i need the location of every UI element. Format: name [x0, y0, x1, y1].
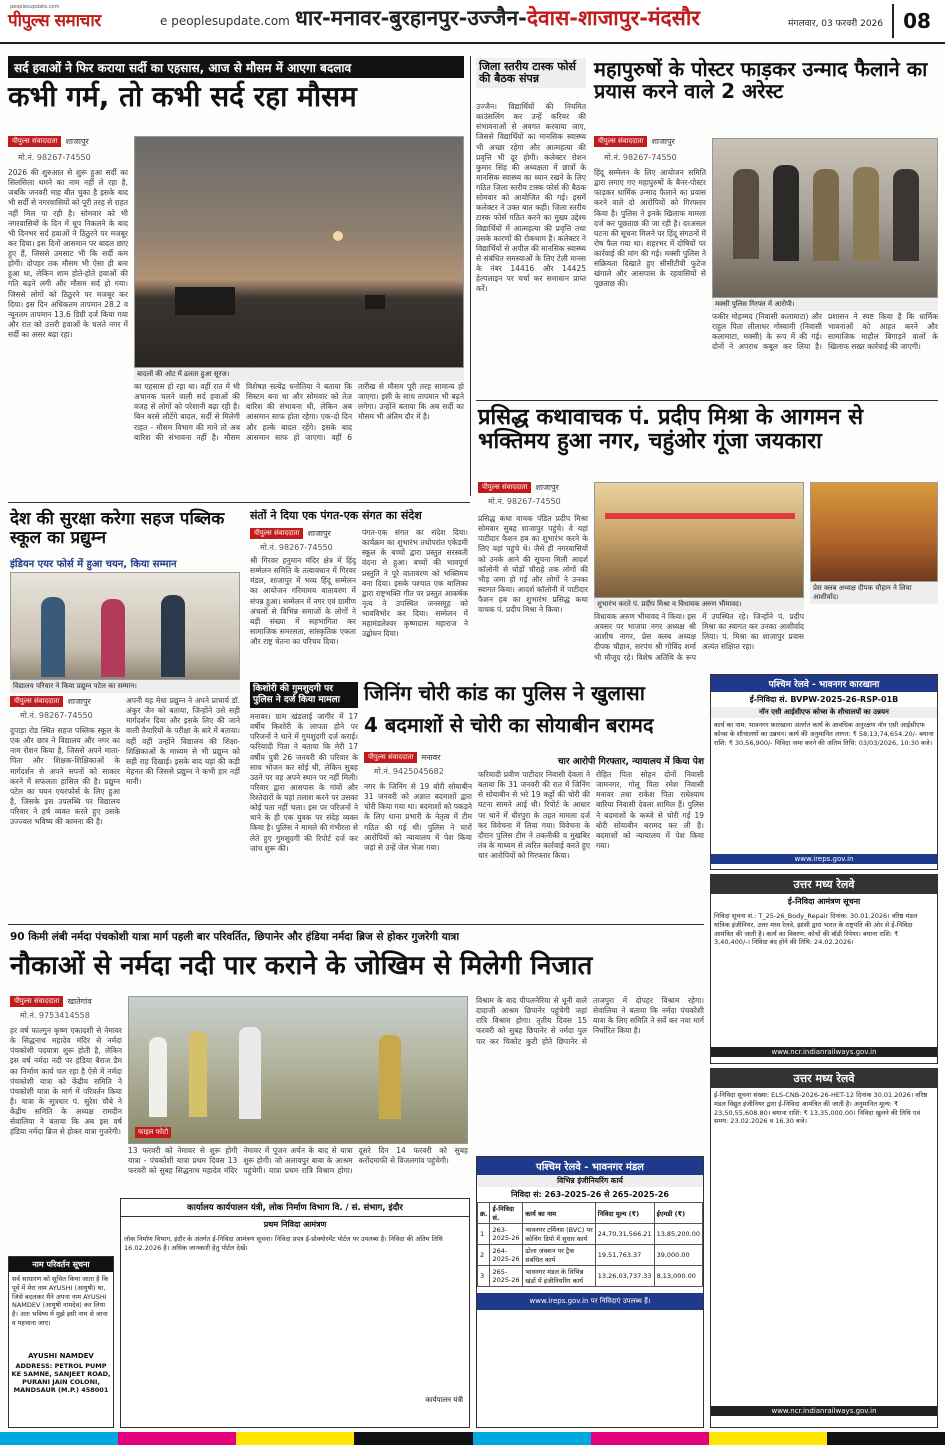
region-banner [295, 4, 700, 32]
story9-body-cont: 13 फरवरी को नेमावर से शुरू होगी यात्रा - पंचकोशी यात्रा प्रथम दिवस 13 फरवरी को सुबह सिद्धनाथ महादेव मंदिर नेमावर में पूजन अर्चन के बाद से यात्रा शुरू होगी। जो अलावपुर बाबा के आश्रम पहुंचेगी। यात्रा प्रथम रात्रि विश्राम होगा। दूसरे दिन 14 फरवरी को सुबह करोंदमाफी से विजलगांव पहुंचेगी। [128, 1146, 468, 1176]
region-cities-b: देवास-शाजापुर-मंदसौर [526, 6, 700, 30]
ad-ncr2-title: उत्तर मध्य रेलवे [711, 1069, 937, 1088]
byline-name: पीपुल्स संवाददाता [8, 136, 61, 147]
byline-name: पीपुल्स संवाददाता [364, 752, 417, 763]
page-header [0, 0, 945, 44]
section-divider [8, 924, 704, 925]
ad-bvp-subtitle: नॉन एसी आईसीएफ कोच्स के शौचालयों का उन्नयन [711, 707, 937, 718]
table-cell: भावनगर मंडल के विभिन्न खंडों में इंजीनियरिंग कार्य [523, 1266, 596, 1287]
table-cell: 8,13,000.00 [654, 1266, 702, 1287]
byline-place: शाजापुर [651, 137, 675, 146]
story1-body: 2026 की शुरुआत से शुरू हुआ सर्दी का सिलसिला थमने का नाम नहीं ले रहा है, जबकि जनवरी माह बीत चुका है इसके बाद भी सर्दी से नगरवासियों को पूरी तरह से राहत नहीं मिल पा रही है। सोमवार को भी नगरवासियों के दिन में धूप निकलने के बाद भी दिनभर सर्द हवाओं ने ठिठुरने पर मजबूर कर दिया। इस दिनों आसमान पर बादल छाए हुए हैं, जिससे उमसाट भी कि सर्दी कम होगी। दोपहर तक मौसम भी ऐसा ही बना हुआ था, लेकिन शाम होते-होते हवाओं की गति बढ़ने लगी और मौसम सर्द हो गया। जिससे लोगों को ठिठुरने पर मजबूर कर दिया। इस दिन अधिकतम तापमान 28.2 व न्यूनतम तापमान 13.6 डिग्री दर्ज किया गया और रात को उत्तरी हवाओं के चलते नगर में सर्दी का असर बढ़ा रहा। [8, 168, 128, 339]
color-swatch [0, 1432, 118, 1445]
table-cell: 264-2025-26 [490, 1245, 523, 1266]
table-cell: 13,85,200.00 [654, 1224, 702, 1245]
table-cell: भावनगर टर्मिनस (BVC) पर कोचिंग डिपो में सुधार कार्य [523, 1224, 596, 1245]
byline-name: पीपुल्स संवाददाता [250, 528, 303, 539]
section-divider [8, 502, 470, 503]
story4-headline: प्रसिद्ध कथावाचक पं. प्रदीप मिश्रा के आगमन से भक्तिमय हुआ नगर, चहुंओर गूंजा जयकारा [478, 405, 864, 455]
ad-ncr1-subtitle: ई-निविदा आमंत्रण सूचना [787, 897, 861, 906]
story5-photo [10, 572, 240, 680]
story8-body-cont2: रोहित पिता सोहन दोनों निवासी जामनगर, गोलू पिता रमेश निवासी मनावर तथा राकेश पिता राधेश्याम बारिया निवासी देवला शामिल हैं। पुलिस ने बदमाशों के कब्जे से चोरी गई 19 बोरी सोयाबीन बरामद कर ली है। बदमाशों को न्यायालय में पेश किया गया। [596, 770, 704, 850]
print-color-bar [0, 1432, 945, 1445]
story3-headline: महापुरुषों के पोस्टर फाड़कर उन्माद फैलाने का प्रयास करने वाले 2 अरेस्ट [594, 57, 928, 103]
table-header: ईएमडी (₹) [654, 1203, 702, 1224]
story4-mobile: मो.नं. 98267-74550 [488, 497, 561, 506]
table-header: निविदा मूल्य (₹) [595, 1203, 654, 1224]
truck-shape [175, 287, 235, 315]
table-cell: 1 [478, 1224, 490, 1245]
story9-body-cont2: विश्राम के बाद पीपलनेरिया से धूनी वाले दादाजी आश्रम छिपानेर पहुंचेगी जहां रात्रि विश्राम होगा। तृतीय दिवस 15 फरवरी को सुबह छिपानेर से नर्मदा पुल पार कर चिकोट कुटी होते छिपानेर से ताजपुरा में दोपहर विश्राम रहेगा। सेवालिया ने बताया कि नर्मदा पंचकोशी यात्रा के लिए समिति ने सर्वे कर नया मार्ग निर्धारित किया है। [476, 996, 704, 1046]
table-cell: 13,26,03,737.33 [595, 1266, 654, 1287]
story2-headline: जिला स्तरीय टास्क फोर्स की बैठक संपन्न [476, 58, 586, 88]
ad-ncr2-url[interactable]: www.ncr.indianrailways.gov.in [711, 1406, 937, 1416]
color-swatch [354, 1432, 472, 1445]
region-cities-a: धार-मनावर-बुरहानपुर-उज्जैन- [295, 6, 527, 30]
story4-photo-2 [810, 482, 938, 582]
story9-headline: नौकाओं से नर्मदा नदी पार कराने के जोखिम से मिलेगी निजात [10, 951, 593, 981]
story5-photo-caption: विद्यालय परिवार ने किया प्रद्युम्न पटेल का सम्मान। [10, 680, 240, 693]
ad-pwd [120, 1198, 470, 1428]
story4-photo-1 [594, 482, 804, 598]
story2-body: उज्जैन। विद्यार्थियों की नियमित काउंसलिंग कर उन्हें करियर की संभावनाओं से अवगत करवाया जाए, जिससे विद्यार्थियों का मानसिक स्वास्थ्य भी अच्छा रहेगा और आत्महत्या की प्रवृत्ति भी दूर होगी। कलेक्टर रोशन कुमार सिंह की अध्यक्षता में छात्रों के मानसिक स्वास्थ्य का ध्यान रखने के लिए गठित जिला स्तरीय टास्क फोर्स की बैठक सोमवार को आयोजित की गई। इसमें कलेक्टर ने उक्त बात कही। जिला स्तरीय टास्क फोर्स गठित करने का मुख्य उद्देश्य विद्यार्थियों में आत्महत्या की प्रवृत्ति तथा उसके कारणों की रोकथाम है। कलेक्टर ने विद्यार्थियों से अपील की मानसिक स्वास्थ्य से संबंधित समस्याओं के लिए टेली मानस के नंबर 14416 और 14425 हेल्पलाइन पर चर्चा कर समाधान प्राप्त करें। [476, 102, 586, 294]
masthead-logo [6, 4, 156, 40]
story5-body-cont: अपनी यह मेधा प्रद्युम्न ने अपने प्राचार्य डॉ. अंकुर जैन को बताया, जिन्होंने उसे सही मार्गदर्शन दिया और इसके लिए की जाने वाली तैयारियों के परीक्षा के बारे में बताया। वहीं वहीं उन्होंने विद्यालय की शिक्षा-शिक्षिकाओं के माध्यम से भी प्रद्युम्न को सही राह दिखाई। इसके बाद यहां की कड़ी मेहनत की जिससे प्रद्युम्न ने कभी हार नहीं मानी। [126, 696, 240, 786]
ad-bvp-tender: ई-निविदा सं. BVPW-2025-26-RSP-01B [749, 695, 899, 704]
story8-mobile: मो.नं. 9425045682 [374, 767, 444, 776]
story1-headline: कभी गर्म, तो कभी सर्द रहा मौसम [8, 80, 357, 113]
byline-name: पीपुल्स संवाददाता [594, 136, 647, 147]
color-swatch [473, 1432, 591, 1445]
table-header: कार्य का नाम [523, 1203, 596, 1224]
story9-mobile: मो.नं. 9753414558 [20, 1011, 90, 1020]
story6-byline [250, 528, 331, 539]
table-row [478, 1224, 703, 1245]
story6-headline: संतों ने दिया एक पंगत-एक संगत का संदेश [250, 509, 422, 522]
person-shape [853, 167, 879, 261]
person-shape [149, 1037, 167, 1117]
color-swatch [236, 1432, 354, 1445]
story3-photo [712, 138, 938, 298]
story5-body: दुपाड़ा रोड स्थित सहज पब्लिक स्कूल के एक और छात्र ने विद्यालय और नगर का नाम रोशन किया है, जिससे अपने माता-पिता और शिक्षक-शिक्षिकाओं के मार्गदर्शन से अपने सपनों को साकार करने में सफलता हासिल की है। प्रद्युम्न पटेल का चयन एयरफोर्स के लिए हुआ है, जिसके इस उपलब्धि पर विद्यालय परिवार ने हर्ष व्यक्त करते हुए उसके उज्ज्वल भविष्य की कामना की है। [10, 726, 120, 827]
ad-pwd-title: कार्यालय कार्यपालन यंत्री, लोक निर्माण विभाग वि. / सं. संभाग, इंदौर [121, 1199, 469, 1217]
notice-address: ADDRESS: PETROL PUMP KE SAMNE, SANJEET ROAD, PURANI JAIN COLONI, MANDSAUR (M.P.) 458001 [11, 1362, 111, 1394]
story8-subhead: चार आरोपी गिरफ्तार, न्यायालय में किया पेश [557, 757, 704, 767]
story1-photo-caption: बादलों की ओट में ढलता हुआ सूरज। [134, 368, 464, 381]
story7-body: मनावर। ग्राम खंडलाई जागीर में 17 वर्षीय किशोरी के लापता होने पर परिजनों ने थाने में गुमशुदगी दर्ज कराई। फरियादी पिता ने बताया कि मेरी 17 वर्षीय पुत्री 26 जनवरी की परिवार के साथ भोजन कर सोई थी, लेकिन सुबह उठने पर वह अपने स्थान पर नहीं मिली। परिवार द्वारा आसपास के गांवों और रिश्तेदारों के यहां तलाश करने पर उसका कोई पता नहीं चला। इस पर परिजनों ने थाने के ही एक युवक पर संदेह व्यक्त किया है। पुलिस ने मामले की गंभीरता से लेते हुए गुमशुदगी की रिपोर्ट दर्ज कर जांच शुरू की। [250, 712, 358, 853]
issue-date: मंगलवार, 03 फरवरी 2026 [788, 19, 884, 29]
byline-name: पीपुल्स संवाददाता [478, 482, 531, 493]
sun-icon [333, 231, 343, 241]
story5-mobile: मो.नं. 98267-74550 [20, 711, 93, 720]
story5-subhead: इंडियन एयर फोर्स में हुआ चयन, किया सम्मान [10, 559, 177, 570]
ad-wr-url[interactable]: www.ireps.gov.in पर निविदाएं उपलब्ध हैं। [477, 1293, 703, 1310]
story3-byline [594, 136, 675, 147]
table-header: क्र. [478, 1203, 490, 1224]
ad-wr-tender: निविदा सं: 263-2025-26 से 265-2025-26 [511, 1190, 669, 1199]
ad-wr-bvp [710, 674, 938, 870]
ad-pwd-body: लोक निर्माण विभाग, इंदौर के अंतर्गत ई-निविदा आमंत्रण सूचना। निविदा प्रपत्र ई-प्रोक्योरमेंट पोर्टल पर उपलब्ध है। निविदा की अंतिम तिथि 16.02.2026 है। अधिक जानकारी हेतु पोर्टल देखें। [124, 1235, 443, 1252]
story4-body: प्रसिद्ध कथा वाचक पंडित प्रदीप मिश्रा सोमवार सुबह शाजापुर पहुंचे। वे यहां पाटीदार फैशन हब का शुभारंभ करने के लिए यहां पहुंचे थे। जैसे ही नगरवासियों को उनके आने की सूचना मिली आदर्श कॉलोनी से घोड़ों चौराहे तक लोगों की भीड़ जमा हो गई और लोगों ने उनका स्वागत किया। आदर्श कॉलोनी में पाटीदार फैशन हब का शुभारंभ प्रसिद्ध कथा वाचक पं. प्रदीप मिश्रा ने किया। [478, 514, 588, 615]
person-shape [161, 595, 185, 677]
notice-title: नाम परिवर्तन सूचना [9, 1257, 113, 1272]
story1-byline [8, 136, 128, 147]
story6-mobile: मो.नं. 98267-74550 [260, 543, 333, 552]
byline-place: शाजापुर [67, 697, 91, 706]
story6-body-cont: पंगत-एक संगत का संदेश दिया। कार्यक्रम का शुभारंभ तथोपरांत एकेडमी स्कूल के बच्चों द्वारा प्रस्तुत सरस्वती वंदना से हुआ। बच्चों की भावपूर्ण प्रस्तुति ने पूरे वातावरण को भक्तिमय बना दिया। इसके पश्चात एक बालिका द्वारा राष्ट्रभक्ति गीत पर प्रस्तुत आकर्षक नृत्य ने उपस्थित जनसमूह को भावविभोर कर दिया। सम्मेलन में महामंडलेश्वर कृष्णदास महाराज ने उद्बोधन दिया। [362, 528, 468, 639]
table-cell: 2 [478, 1245, 490, 1266]
story3-mobile: मो.नं. 98267-74550 [604, 153, 677, 162]
table-cell: 3 [478, 1266, 490, 1287]
color-swatch [827, 1432, 945, 1445]
table-header: ई-निविदा सं. [490, 1203, 523, 1224]
site-url[interactable]: e peoplesupdate.com [160, 14, 290, 28]
notice-name: AYUSHI NAMDEV [28, 1352, 94, 1360]
story9-kicker: 90 किमी लंबी नर्मदा पंचकोशी यात्रा मार्ग पहली बार परिवर्तित, छिपानेर और हंडिया नर्मदा ब्रिज से होकर गुजरेगी यात्रा [10, 931, 460, 943]
table-cell: ढोला जंक्शन पर ट्रैक संबंधित कार्य [523, 1245, 596, 1266]
story5-byline [10, 696, 91, 707]
story8-body-cont: फरियादी प्रवीण पाटीदार निवासी देवला ने बताया कि 31 जनवरी की रात में जिनिंग से सोयाबीन से भरे 19 कट्टों की चोरी की घटना सामने आई थी। रिपोर्ट के आधार पर थाने में धीरपुरा के तहत मामला दर्ज कर विवेचना में लिया गया। विवेचना के दौरान पुलिस टीम ने तकनीकी व मुखबिर तंत्र के माध्यम से त्वरित कार्रवाई करते हुए चार आरोपियों को गिरफ्तार किया। [478, 770, 590, 860]
column-divider [470, 56, 471, 496]
table-row [478, 1245, 703, 1266]
notice-body: सर्व साधारण को सूचित किया जाता है कि पूर्व में मेरा नाम AYUSHI (आयुषी) था, जिसे बदलकर मैंने अपना नाम AYUSHI NAMDEV (आयुषी नामदेव) कर लिया है। अतः भविष्य में मुझे इसी नाम से जाना व पहचाना जाए। [12, 1275, 109, 1327]
masthead-tagline: peoplesupdate.com [10, 4, 60, 10]
color-swatch [591, 1432, 709, 1445]
story3-photo-caption: मक्सी पुलिस गिरफ्त में आरोपी। [712, 298, 938, 311]
ad-ncr1-body: निविदा सूचना सं.: T_25-26_Body_Repair दिनांक: 30.01.2026। वरिष्ठ मंडल यांत्रिक इंजीनियर, उत्तर मध्य रेलवे, झांसी द्वारा भारत के राष्ट्रपति की ओर से ई-निविदा आमंत्रित की जाती है। कार्य का विवरण: कोचों की बॉडी रिपेयर। बयाना राशि: ₹ 3,40,400/-। निविदा बंद होने की तिथि: 24.02.2026। [714, 912, 918, 947]
story4-byline [478, 482, 559, 493]
story8-headline-1: जिनिंग चोरी कांड का पुलिस ने खुलासा [364, 681, 645, 705]
person-shape [41, 597, 65, 677]
person-shape [101, 599, 125, 677]
byline-name: पीपुल्स संवाददाता [10, 696, 63, 707]
story3-body: हिंदू सम्मेलन के लिए आयोजन समिति द्वारा लगाए गए महापुरुषों के बैनर-पोस्टर फाड़कर धार्मिक उन्माद फैलाने का प्रयास करने वाले दो आरोपियों को गिरफ्तार किया है। पुलिस ने इनके खिलाफ मामला दर्ज कर पूछताछ की जा रही है। दरअसल घटना की सूचना मिलने पर हिंदू संगठनों में रोष फैल गया था। शहरभर में दोषियों पर कार्रवाई की मांग की गई। मक्सी पुलिस ने सक्रियता दिखाते हुए सीसीटीवी फुटेज खंगाले और आसपास के रहवासियों से पूछताछ की। [594, 168, 706, 289]
ribbon-shape [605, 513, 795, 519]
ad-wr-title: पश्चिम रेलवे - भावनगर मंडल [477, 1157, 703, 1175]
table-cell: 19,51,763.37 [595, 1245, 654, 1266]
ad-bvp-url[interactable]: www.ireps.gov.in [711, 854, 937, 864]
person-shape [239, 1027, 261, 1119]
table-cell: 263-2025-26 [490, 1224, 523, 1245]
ad-ncr1-title: उत्तर मध्य रेलवे [711, 875, 937, 894]
story1-body-cont: का एहसास हो रहा था। वहीं रात में भी अचानक चलने वाली सर्द हवाओं की वजह से लोगों को परेशानी बढ़ा रही है। बिन बरसे लौटेंगे बादल, सर्दी से मिलेगी राहत - मौसम विभाग की माने तो अब बारिश की संभावना नहीं है। मौसम विशेषज्ञ सत्येंद्र धनोतिया ने बताया कि सिस्टम बना था और सोमवार को तेज बारिश की संभावना थी, लेकिन अब आसमान साफ होता रहेगा। एक-दो दिन और हल्के बादल रहेंगे। इसके बाद आसमान साफ हो जाएगा। वहीं 6 तारीख से मौसम पूरी तरह सामान्य हो जाएगा। इसी के साथ तापमान भी बढ़ने लगेगा। उन्होंने बताया कि अब सर्दी का मौसम भी अंतिम दौर में है। [134, 382, 464, 442]
person-shape [189, 1031, 207, 1117]
story1-mobile: मो.नं. 98267-74550 [18, 153, 91, 162]
vehicle-shape [365, 295, 385, 309]
story6-body: श्री गिरवर हनुमान मंदिर क्षेत्र में हिंदू सम्मेलन समिति के तत्वावधान में गिरवर मंडल, शाजापुर में भव्य हिंदू सम्मेलन का आयोजन गरिमामय वातावरण में संपन्न हुआ। सम्मेलन में नगर एवं ग्रामीण अंचलों से विभिन्न समाजों के लोगों ने बड़ी संख्या में सहभागिता कर सामाजिक समरसता, सांस्कृतिक एकता और राष्ट्र चेतना का परिचय दिया। [250, 556, 356, 646]
story1-kicker: सर्द हवाओं ने फिर कराया सर्दी का एहसास, आज से मौसम में आएगा बदलाव [8, 56, 464, 78]
person-shape [893, 169, 919, 261]
byline-place: खातेगांव [67, 997, 92, 1006]
person-shape [813, 169, 839, 261]
person-shape [773, 165, 799, 261]
story9-photo [128, 996, 468, 1144]
ad-bvp-body: कार्य का नाम: भावनगर कारखाना अंतर्गत कार्य के आवधिक अनुरक्षण नॉन एसी आईसीएफ कोच्स के शौचालयों का उन्नयन। कार्य की अनुमानित लागत: ₹ 58,13,74,654.20/- बयाना राशि: ₹ 30,56,900/- निविदा जमा करने की अंतिम तिथि: 03/03/2026, 10:30 बजे। [714, 721, 934, 747]
masthead-title: पीपुल्स समाचार [8, 11, 101, 31]
ad-pwd-subtitle: प्रथम निविदा आमंत्रण [263, 1220, 327, 1229]
name-change-notice [8, 1256, 114, 1428]
story8-headline-2: 4 बदमाशों से चोरी का सोयाबीन बरामद [364, 713, 654, 737]
story5-headline: देश की सुरक्षा करेगा सहज पब्लिक स्कूल का प्रद्युम्न [10, 509, 225, 548]
ad-ncr-1 [710, 874, 938, 1064]
ad-bvp-title: पश्चिम रेलवे - भावनगर कारखाना [711, 675, 937, 692]
story8-byline [364, 752, 440, 763]
byline-place: मनावर [421, 753, 441, 762]
story9-byline [10, 996, 92, 1007]
story9-body: हर वर्ष फाल्गुन कृष्ण एकादशी से नेमावर के सिद्धनाथ महादेव मंदिर से नर्मदा पंचकोशी पदयात्रा शुरू होती है, लेकिन इस वर्ष नर्मदा नदी पर हंडिया बैराज डैम का निर्माण कार्य चल रहा है ऐसे में नर्मदा पंचकोशी यात्रा को केंद्रीय समिति ने पंचकोशी यात्रा के मार्ग में परिवर्तन किया है। यात्रा के सूत्रधार पं. सुरेश चौबे ने केंद्रीय समिति के अध्यक्ष रामदीन सेवालिया ने बताया कि अब इस वर्ष हंडिया नर्मदा ब्रिज से होकर यात्रा गुजरेगी। [10, 1026, 122, 1137]
ad-wr-table [477, 1202, 703, 1287]
byline-name: पीपुल्स संवाददाता [10, 996, 63, 1007]
story3-body-cont: फकीर मोहम्मद (निवासी कलामाटा) और राहुल पिता लीलाधर गोस्वामी (निवासी कलामाटा, मक्सी) के रूप में की गई। दोनों ने अपराध कबूल कर लिया है। प्रशासन ने स्पष्ट किया है कि धार्मिक भावनाओं को आहत करने और सामाजिक माहौल बिगाड़ने वालों के खिलाफ सख्त कार्रवाई की जाएगी। [712, 312, 938, 352]
ad-ncr1-url[interactable]: www.ncr.indianrailways.gov.in [711, 1047, 937, 1057]
ad-ncr2-body: ई-निविदा सूचना संख्या: ELS-CNB-2026-26-HET-12 दिनांक 30.01.2026। वरिष्ठ मंडल विद्युत इंजीनियर द्वारा ई-निविदा आमंत्रित की जाती है। अनुमानित मूल्य: ₹ 23,50,55,608.80। बयाना राशि: ₹ 13,35,000.00। निविदा खुलने की तिथि एवं समय: 23.02.2026 व 16.30 बजे। [714, 1091, 928, 1126]
story1-photo [134, 136, 464, 368]
section-divider [476, 400, 938, 401]
byline-place: शाजापुर [535, 483, 559, 492]
table-cell: 265-2025-26 [490, 1266, 523, 1287]
byline-place: शाजापुर [65, 137, 89, 146]
story1-kicker-bar [8, 56, 464, 78]
page-number: 08 [892, 4, 940, 38]
ad-pwd-footer: कार्यपालन यंत्री [425, 1396, 463, 1404]
byline-place: शाजापुर [307, 529, 331, 538]
table-row [478, 1266, 703, 1287]
story7-headline: किशोरी की गुमशुदगी पर पुलिस ने दर्ज किया मामला [250, 682, 358, 708]
story9-photo-caption: फाइल फोटो [135, 1127, 171, 1138]
story4-caption-1: शुभारंभ करते पं. प्रदीप मिश्रा व विधायक अरुण भीमावद। [594, 598, 804, 611]
person-shape [379, 1035, 401, 1119]
table-cell: 24,70,31,566.21 [595, 1224, 654, 1245]
story4-body-cont: विधायक अरुण भीमावद ने किया। इस अवसर पर भाजपा नगर अध्यक्ष श्री आशीष नागर, प्रेस क्लब अध्यक्ष दीपक चौहान, सरपंच श्री गोविंद शर्मा भी मौजूद रहे। विशेष अतिथि के रूप में उपस्थित रहे। जिन्होंने पं. प्रदीप मिश्रा का स्वागत कर उनका आशीर्वाद लिया। पं. मिश्रा का शाजापुर प्रवास अत्यंत संक्षिप्त रहा। [594, 612, 804, 662]
color-swatch [118, 1432, 236, 1445]
ad-wr-bhavnagar [476, 1156, 704, 1428]
story4-caption-2: प्रेस क्लब अध्यक्ष दीपक चौहान ने लिया आशीर्वाद। [810, 582, 938, 604]
table-cell: 39,000.00 [654, 1245, 702, 1266]
color-swatch [709, 1432, 827, 1445]
ad-ncr-2 [710, 1068, 938, 1428]
person-shape [733, 169, 759, 259]
story8-body: नगर के जिनिंग से 19 बोरी सोयाबीन 31 जनवरी को अज्ञात बदमाशों द्वारा चोरी किया गया था। बदमाशों को पकड़ने के लिए थाना प्रभारी के नेतृत्व में टीम गठित की गई थी। पुलिस ने चारों आरोपियों को न्यायालय में पेश किया जहां से उन्हें जेल भेजा गया। [364, 782, 472, 852]
ad-wr-subtitle: विभिन्न इंजीनियरिंग कार्य [477, 1175, 703, 1187]
